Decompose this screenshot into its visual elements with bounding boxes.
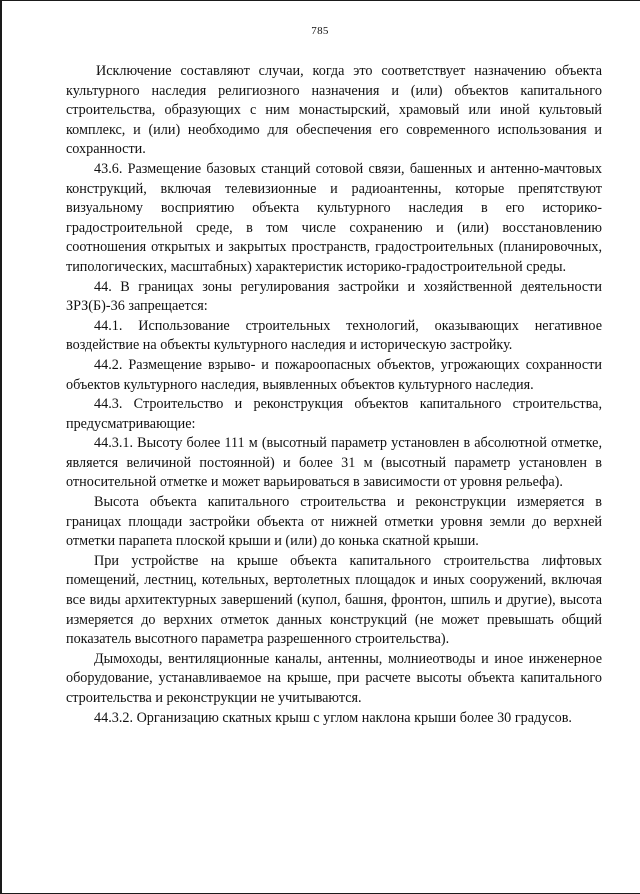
paragraph-height-measure: Высота объекта капитального строительства и реконструкции измеряется в границах площади застройки объекта от нижней отметки уровня земли до верхней отметки парапета плоской крыши и (или) до конька скатной крыши. xyxy=(66,494,602,550)
paragraph-44-3-1: 44.3.1. Высоту более 111 м (высотный параметр установлен в абсолютной отметке, является величиной постоянной) и более 31 м (высотный параметр установлен в относительной отметке и может варьироваться в зависимости от уровня рельефа). xyxy=(66,435,602,491)
page-number: 785 xyxy=(311,25,329,37)
document-body xyxy=(66,62,602,728)
paragraph-43-6: 43.6. Размещение базовых станций сотовой связи, башенных и антенно-мачтовых конструкций, включая телевизионные и радиоантенны, которые препятствуют визуальному восприятию объекта культурного наследия в его историко-градостроительной среде, в том числе сохранению и (или) восстановлению соотношения открытых и закрытых пространств, градостроительных (планировочных, типологических, масштабных) характеристик историко-градостроительной среды. xyxy=(66,160,602,275)
paragraph-chimneys: Дымоходы, вентиляционные каналы, антенны, молниеотводы и иное инженерное оборудование, устанавливаемое на крыше, при расчете высоты объекта капитального строительства и реконструкции не учитываются. xyxy=(66,650,602,706)
paragraph-roof-structures: При устройстве на крыше объекта капитального строительства лифтовых помещений, лестниц, котельных, вертолетных площадок и иных сооружений, включая все виды архитектурных завершений (купол, башня, фронтон, шпиль и другие), высота измеряется до верхних отметок данных конструкций (не может превышать общий показатель высотного параметра разрешенного строительства). xyxy=(66,552,602,648)
paragraph-44: 44. В границах зоны регулирования застройки и хозяйственной деятельности ЗРЗ(Б)-36 запрещается: xyxy=(66,278,602,315)
paragraph-44-3: 44.3. Строительство и реконструкция объектов капитального строительства, предусматривающие: xyxy=(66,396,602,432)
paragraph-44-1: 44.1. Использование строительных технологий, оказывающих негативное воздействие на объекты культурного наследия и историческую застройку. xyxy=(66,317,602,354)
paragraph-44-3-2: 44.3.2. Организацию скатных крыш с углом наклона крыши более 30 градусов. xyxy=(94,709,572,726)
paragraph-exception: Исключение составляют случаи, когда это соответствует назначению объекта культурного наследия религиозного назначения и (или) объектов капитального строительства, образующих с ним монастырский, храмовый или иной культовый комплекс, и (или) необходимо для обеспечения его современного использования и сохранности. xyxy=(66,63,602,158)
paragraph-44-2: 44.2. Размещение взрыво- и пожароопасных объектов, угрожающих сохранности объектов культурного наследия, выявленных объектов культурного наследия. xyxy=(66,356,602,393)
